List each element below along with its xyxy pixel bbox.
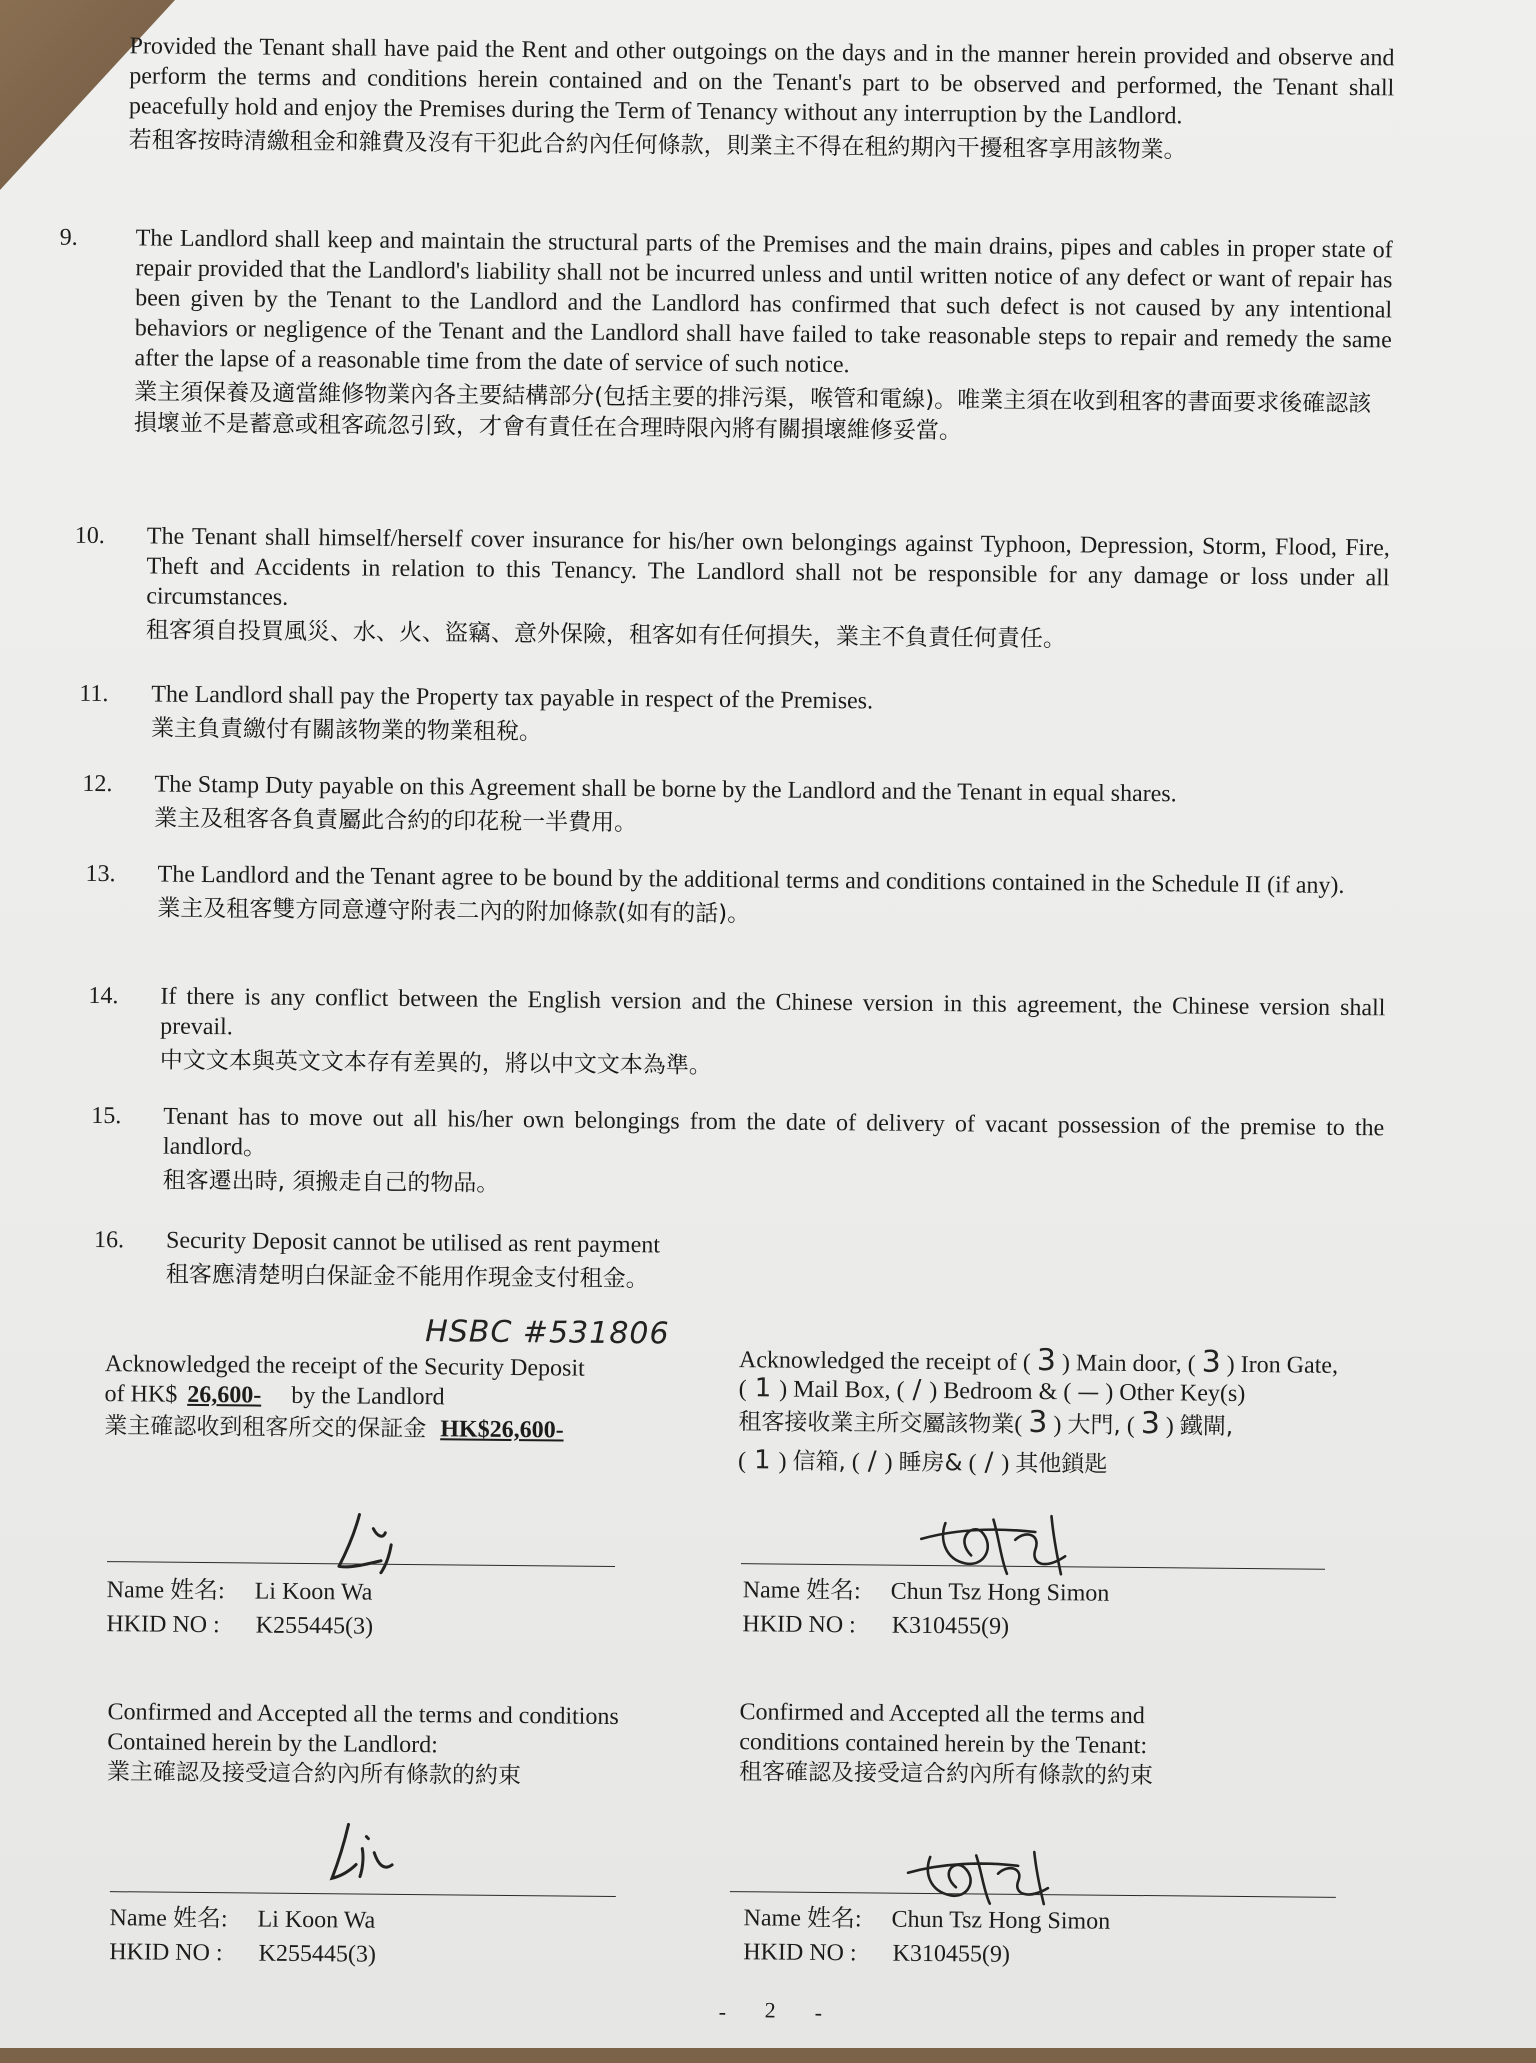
- clause-8-chinese: 若租客按時清繳租金和雜費及沒有干犯此合約內任何條款，則業主不得在租約期內干擾租客享用該物業。: [128, 127, 1187, 164]
- zh-iron-gate-label: 鐵閘,: [1179, 1413, 1234, 1440]
- clause-13-chinese: 業主及租客雙方同意遵守附表二內的附加條款(如有的話)。: [157, 895, 751, 928]
- page-dash-left: -: [718, 1998, 727, 2025]
- mailbox-count: 1: [754, 1373, 772, 1404]
- landlord-name-row-2: [109, 1903, 375, 1936]
- clause-16-english: Security Deposit cannot be utilised as rent payment: [165, 1227, 661, 1259]
- clause-15-english: Tenant has to move out all his/her own belongings from the date of delivery of vacant possession of the premise to the landlord。: [162, 1103, 1385, 1161]
- zh-bedroom-mark: /: [867, 1446, 877, 1477]
- landlord-hkid-row-2: [109, 1937, 376, 1970]
- clause-14: [160, 982, 1386, 1089]
- landlord-confirm-chinese: [107, 1757, 521, 1791]
- tenant-name-label-2: Name 姓名:: [743, 1905, 862, 1933]
- clause-14-english: If there is any conflict between the English version and the Chinese version in this agreement, the Chinese version shall prevail.: [160, 983, 1386, 1041]
- deposit-ack-line2: [104, 1379, 444, 1412]
- tenant-name-1: Chun Tsz Hong Simon: [890, 1578, 1110, 1607]
- landlord-hkid-1: K255445(3): [255, 1612, 374, 1640]
- landlord-signature-line-2: [110, 1891, 616, 1897]
- clause-11-chinese: 業主負責繳付有關該物業的物業租稅。: [150, 715, 543, 746]
- landlord-hkid-row-1: [106, 1609, 373, 1642]
- clause-12: [154, 770, 1388, 847]
- tenant-hkid-2: K310455(9): [892, 1940, 1011, 1968]
- landlord-signature-1: [325, 1508, 416, 1579]
- mailbox-label: Mail Box,: [793, 1376, 891, 1404]
- deposit-of-hk: of HK$: [104, 1381, 178, 1408]
- landlord-name-label-1: Name 姓名:: [106, 1577, 225, 1605]
- zh-mailbox-count: 1: [753, 1445, 771, 1476]
- clause-12-number: 12.: [82, 770, 113, 798]
- clause-8: [129, 31, 1395, 168]
- clause-11-number: 11.: [79, 680, 109, 708]
- clause-9-english: The Landlord shall keep and maintain the structural parts of the Premises and the main drains, pipes and cables in proper state of repair provided that the Landlord's liability shall not be incurred unless and until written notice of any defect or want of repair has been given by the Tenant to the Landlord and the Landlord has confirmed that such defect is not caused by any intentional behaviors or negligence of the Tenant and the Landlord shall have failed to take reasonable steps to repair and remedy the same after the lapse of a reasonable time from the date of service of such notice.: [134, 225, 1393, 379]
- clause-10-chinese: 租客須自投買風災、水、火、盜竊、意外保險，租客如有任何損失，業主不負責任何責任。: [145, 617, 1067, 653]
- tenant-hkid-label-2: HKID NO :: [743, 1939, 857, 1967]
- landlord-name-row-1: [107, 1575, 373, 1608]
- deposit-zh-prefix: 業主確認收到租客所交的保証金: [104, 1413, 427, 1443]
- clause-9-number: 9.: [59, 224, 78, 251]
- zh-mailbox-label: 信箱,: [792, 1448, 846, 1476]
- tenant-signature-2: [902, 1847, 1073, 1909]
- landlord-hkid-2: K255445(3): [258, 1940, 377, 1968]
- clause-9: [134, 223, 1393, 451]
- iron-gate-count: 3: [1201, 1344, 1221, 1380]
- zh-bedroom-label: 睡房&: [898, 1449, 963, 1477]
- zh-other-keys-label: 其他鎖匙: [1015, 1450, 1108, 1478]
- keys-ack-line2: ( 1 ) Mail Box, ( / ) Bedroom & ( — ) Other Key(s): [738, 1373, 1246, 1408]
- tenant-signature-1: [915, 1509, 1096, 1581]
- clause-15-number: 15.: [91, 1102, 122, 1130]
- zh-other-keys-mark: /: [984, 1447, 994, 1478]
- clause-11-english: The Landlord shall pay the Property tax payable in respect of the Premises.: [151, 681, 874, 715]
- tenant-hkid-row-2: [743, 1937, 1010, 1970]
- landlord-confirm-line1: Confirmed and Accepted all the terms and conditions: [107, 1699, 619, 1731]
- clause-11: [151, 679, 1389, 756]
- keys-ack-chinese-line2: ( 1 ) 信箱, ( / ) 睡房& ( / ) 其他鎖匙: [737, 1445, 1108, 1478]
- zh-main-door-label: 大門,: [1067, 1412, 1121, 1439]
- clause-10: [146, 521, 1390, 658]
- clause-10-number: 10.: [74, 522, 105, 550]
- landlord-hkid-label-1: HKID NO :: [106, 1611, 220, 1639]
- deposit-amount: 26,600-: [187, 1381, 262, 1409]
- deposit-by-landlord: by the Landlord: [291, 1382, 445, 1411]
- clause-8-english: Provided the Tenant shall have paid the Rent and other outgoings on the days and in the manner herein provided and observe and perform the terms and conditions herein contained and on the Tenant's part to be observed and performed, the Tenant shall peacefully hold and enjoy the Premises during the Term of Tenancy without any interruption by the Landlord.: [128, 33, 1395, 130]
- tenant-name-label-1: Name 姓名:: [742, 1577, 861, 1605]
- clause-15-chinese: 租客遷出時, 須搬走自己的物品。: [162, 1167, 500, 1197]
- tenant-hkid-row-1: [742, 1609, 1009, 1642]
- clause-13: [157, 860, 1387, 937]
- tenant-confirm-chinese: [739, 1757, 1153, 1791]
- keys-ack-line1: Acknowledged the receipt of ( 3 ) Main door, ( 3 ) Iron Gate,: [738, 1343, 1339, 1380]
- tenant-confirm-line2: conditions contained herein by the Tenant:: [739, 1729, 1148, 1760]
- handwritten-bank-note: HSBC #531806: [425, 1314, 670, 1352]
- tenant-name-row-2: [743, 1903, 1110, 1937]
- other-keys-mark: —: [1077, 1380, 1100, 1406]
- other-keys-label: Other Key(s): [1119, 1379, 1246, 1408]
- tenant-name-row-1: [743, 1575, 1110, 1609]
- clause-16-chinese: 租客應清楚明白保証金不能用作現金支付租金。: [165, 1261, 649, 1293]
- clause-12-english: The Stamp Duty payable on this Agreement shall be borne by the Landlord and the Tenant in equal shares.: [154, 771, 1177, 808]
- keys-zh-ack: 租客接收業主所交屬該物業: [738, 1409, 1015, 1438]
- landlord-confirm-zh-text: 業主確認及接受這合約內所有條款的約束: [106, 1759, 522, 1790]
- keys-ack-text: Acknowledged the receipt of: [738, 1347, 1017, 1376]
- landlord-signature-2: [322, 1818, 403, 1889]
- bedroom-mark: /: [912, 1374, 922, 1405]
- landlord-confirm-line2: Contained herein by the Landlord:: [107, 1729, 438, 1759]
- bedroom-label: Bedroom &: [943, 1378, 1058, 1406]
- clause-13-english: The Landlord and the Tenant agree to be bound by the additional terms and conditions contained in the Schedule II (if any).: [157, 861, 1345, 899]
- iron-gate-label: Iron Gate,: [1240, 1351, 1339, 1379]
- clause-15: [163, 1102, 1385, 1209]
- keys-ack-chinese-line1: 租客接收業主所交屬該物業( 3 ) 大門, ( 3 ) 鐵閘,: [738, 1404, 1234, 1442]
- landlord-name-label-2: Name 姓名:: [109, 1905, 228, 1933]
- clause-12-chinese: 業主及租客各負責屬此合約的印花稅一半費用。: [154, 805, 638, 837]
- zh-iron-gate-count: 3: [1140, 1406, 1161, 1442]
- clause-14-number: 14.: [88, 982, 119, 1010]
- clause-10-english: The Tenant shall himself/herself cover insurance for his/her own belongings against Typhoon, Depression, Storm, Flood, Fire, Theft and Accidents in relation to this Tenancy. The Landlord shall not be responsible for any damage or loss under all circumstances.: [146, 523, 1390, 611]
- landlord-name-1: Li Koon Wa: [254, 1578, 373, 1606]
- deposit-ack-line1: Acknowledged the receipt of the Security Deposit: [104, 1351, 585, 1382]
- tenant-hkid-label-1: HKID NO :: [742, 1611, 856, 1639]
- clause-14-chinese: 中文文本與英文文本存有差異的，將以中文文本為準。: [159, 1047, 712, 1079]
- page-dash-right: -: [814, 1999, 823, 2025]
- clause-16-number: 16.: [93, 1226, 125, 1254]
- tenant-confirm-zh-text: 租客確認及接受這合約內所有條款的約束: [738, 1759, 1154, 1790]
- main-door-count: 3: [1036, 1343, 1057, 1379]
- deposit-zh-amount: HK$26,600-: [440, 1416, 564, 1444]
- deposit-ack-chinese: [104, 1411, 564, 1445]
- zh-main-door-count: 3: [1028, 1404, 1048, 1441]
- tenant-confirm-line1: Confirmed and Accepted all the terms and: [739, 1699, 1145, 1730]
- tenant-name-2: Chun Tsz Hong Simon: [891, 1906, 1111, 1935]
- landlord-name-2: Li Koon Wa: [257, 1906, 376, 1934]
- clause-13-number: 13.: [85, 860, 116, 888]
- clause-16: [166, 1226, 1167, 1301]
- landlord-hkid-label-2: HKID NO :: [109, 1939, 223, 1967]
- page-number: 2: [764, 1997, 776, 2023]
- tenant-hkid-1: K310455(9): [891, 1612, 1010, 1640]
- clause-9-chinese: 業主須保養及適當維修物業內各主要結構部分(包括主要的排污渠，喉管和電線)。唯業主須在收到租客的書面要求後確認該損壞並不是蓄意或租客疏忽引致，才會有責任在合理時限內將有關損壞維修妥當。: [133, 379, 1372, 445]
- main-door-label: Main door,: [1075, 1350, 1182, 1378]
